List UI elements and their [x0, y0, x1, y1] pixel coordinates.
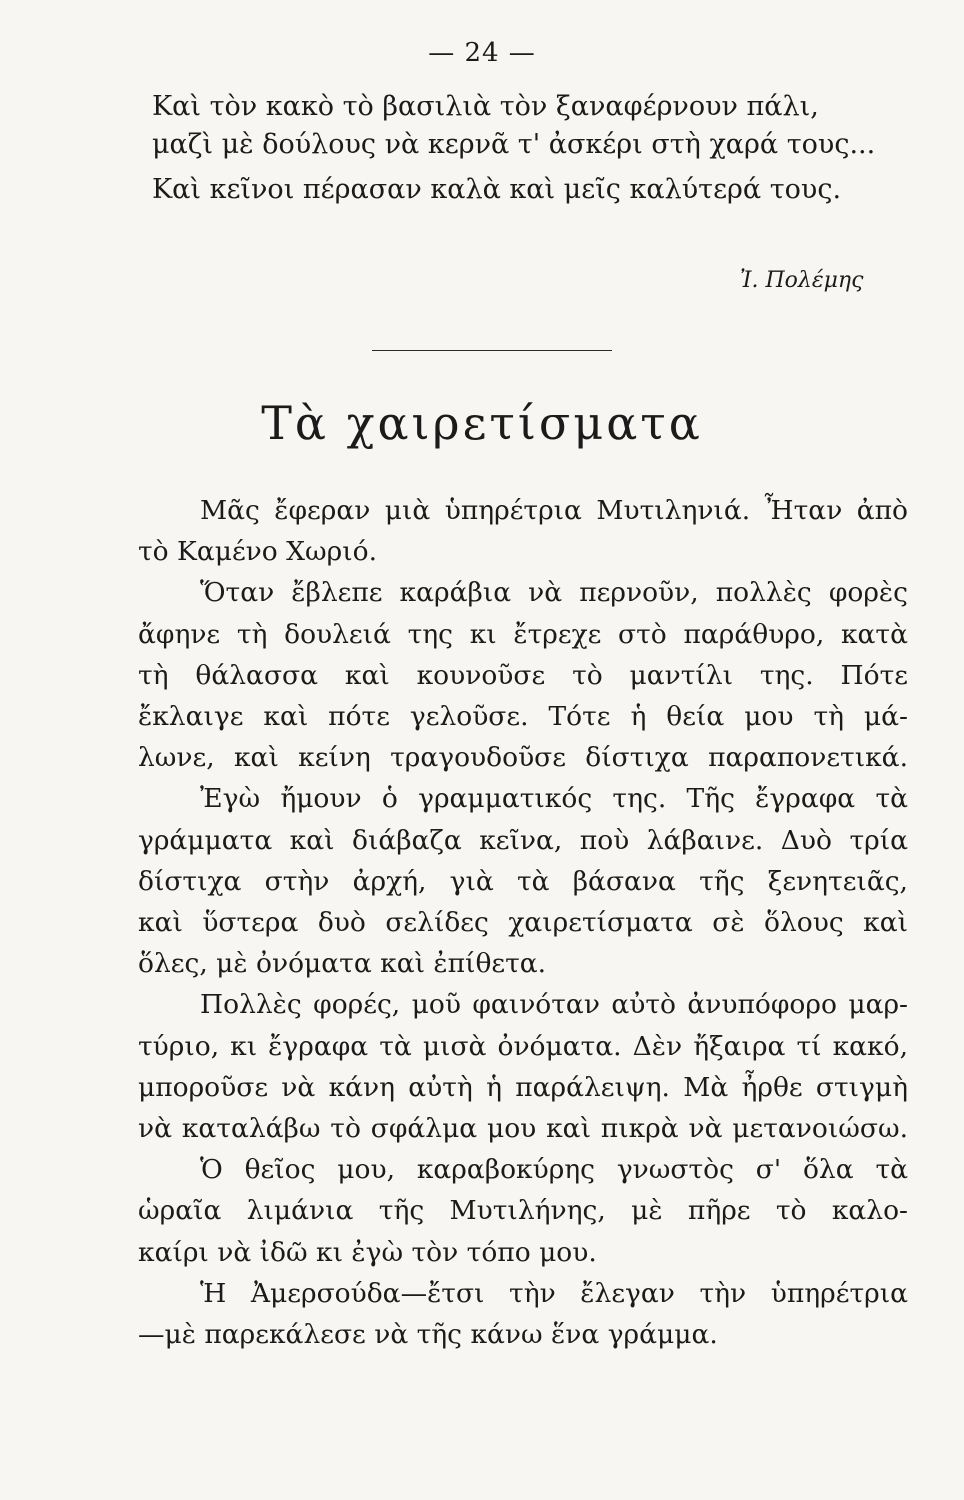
article-body — [138, 490, 908, 1355]
page-number: — 24 — — [428, 38, 536, 68]
text-line: Μᾶς ἔφεραν μιὰ ὑπηρέτρια Μυτιληνιά. Ἦταν ἀπὸ — [200, 495, 908, 526]
text-line: λωνε, καὶ κείνη τραγουδοῦσε δίστιχα παραπονετικά. — [138, 742, 908, 774]
text-line: νὰ καταλάβω τὸ σφάλμα μου καὶ πικρὰ νὰ μετανοιώσω. — [138, 1113, 908, 1145]
text-line: ἄφηνε τὴ δουλειά της κι ἔτρεχε στὸ παράθυρο, κατὰ — [138, 618, 908, 650]
text-line: δίστιχα στὴν ἀρχή, γιὰ τὰ βάσανα τῆς ξενητειᾶς, — [138, 865, 908, 897]
poem-line: μαζὶ μὲ δούλους νὰ κερνᾶ τ' ἀσκέρι στὴ χαρά τους... — [152, 129, 876, 160]
text-line: ὡραῖα λιμάνια τῆς Μυτιλήνης, μὲ πῆρε τὸ καλο- — [138, 1195, 908, 1227]
text-line: καίρι νὰ ἰδῶ κι ἐγὼ τὸν τόπο μου. — [138, 1236, 597, 1268]
text-line: μποροῦσε νὰ κάνη αὐτὴ ἡ παράλειψη. Μὰ ἦρθε στιγμὴ — [138, 1071, 908, 1103]
text-line: Ὅταν ἔβλεπε καράβια νὰ περνοῦν, πολλὲς φορὲς — [200, 577, 908, 609]
text-line: τύριο, κι ἔγραφα τὰ μισὰ ὀνόματα. Δὲν ἤξαιρα τί κακό, — [138, 1030, 908, 1062]
text-line: ἔκλαιγε καὶ πότε γελοῦσε. Τότε ἡ θεία μου τὴ μά- — [138, 701, 908, 733]
section-divider — [372, 350, 612, 351]
text-line: Ἐγὼ ἤμουν ὁ γραμματικός της. Τῆς ἔγραφα τὰ — [200, 783, 908, 815]
text-line: τὸ Καμένο Χωριό. — [138, 536, 377, 568]
poem-author: Ἰ. Πολέμης — [740, 268, 864, 293]
article-title: Τὰ χαιρετίσματα — [261, 396, 703, 450]
text-line: Ὁ θεῖος μου, καραβοκύρης γνωστὸς σ' ὅλα τὰ — [200, 1154, 908, 1186]
poem-line: Καὶ τὸν κακὸ τὸ βασιλιὰ τὸν ξαναφέρνουν πάλι, — [152, 91, 819, 122]
poem-line: Καὶ κεῖνοι πέρασαν καλὰ καὶ μεῖς καλύτερά τους. — [152, 174, 842, 205]
poem-excerpt — [152, 88, 912, 209]
text-line: Ἡ Ἀμερσούδα—ἔτσι τὴν ἔλεγαν τὴν ὑπηρέτρια — [200, 1277, 908, 1309]
text-line: —μὲ παρεκάλεσε νὰ τῆς κάνω ἕνα γράμμα. — [138, 1319, 718, 1351]
text-line: Πολλὲς φορές, μοῦ φαινόταν αὐτὸ ἀνυπόφορο μαρ- — [200, 989, 908, 1021]
text-line: καὶ ὕστερα δυὸ σελίδες χαιρετίσματα σὲ ὅλους καὶ — [138, 907, 908, 939]
text-line: ὅλες, μὲ ὀνόματα καὶ ἐπίθετα. — [138, 948, 547, 980]
text-line: γράμματα καὶ διάβαζα κεῖνα, ποὺ λάβαινε. Δυὸ τρία — [138, 824, 908, 856]
text-line: τὴ θάλασσα καὶ κουνοῦσε τὸ μαντίλι της. Πότε — [138, 659, 908, 691]
